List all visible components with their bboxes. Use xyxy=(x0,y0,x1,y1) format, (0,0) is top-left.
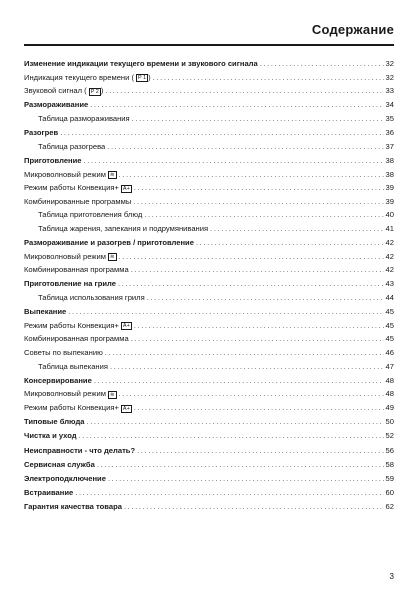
microwave-mode-icon: ≋ xyxy=(109,172,115,179)
toc-entry[interactable] xyxy=(24,305,394,319)
toc-entry-label xyxy=(24,57,258,71)
toc-entry[interactable] xyxy=(24,429,394,443)
toc-entry-text: Гарантия качества товара xyxy=(24,502,122,512)
page-number: 3 xyxy=(389,572,394,581)
toc-entry-page: 42 xyxy=(385,265,394,275)
toc-leader-dots xyxy=(131,263,384,277)
toc-entry[interactable] xyxy=(24,277,394,291)
toc-entry-label xyxy=(24,71,151,85)
toc-entry-page: 38 xyxy=(385,155,394,165)
toc-entry[interactable] xyxy=(24,360,394,374)
toc-entry-text: Размораживание xyxy=(24,100,89,110)
toc-leader-dots xyxy=(108,472,384,486)
toc-entry-label xyxy=(38,208,142,222)
toc-entry-label xyxy=(24,429,77,443)
toc-entry-label xyxy=(24,250,117,264)
toc-entry-text: Встраивание xyxy=(24,488,74,498)
toc-leader-dots xyxy=(119,168,384,182)
toc-leader-dots xyxy=(86,415,383,429)
toc-entry-page: 45 xyxy=(385,307,394,317)
toc-leader-dots xyxy=(134,319,384,333)
toc-entry[interactable] xyxy=(24,458,394,472)
toc-entry-page: 39 xyxy=(385,183,394,193)
toc-entry-page: 59 xyxy=(385,473,394,483)
toc-entry[interactable] xyxy=(24,472,394,486)
toc-entry[interactable] xyxy=(24,208,394,222)
toc-entry-text: Комбинированные программы xyxy=(24,196,132,206)
toc-entry-label xyxy=(24,126,58,140)
toc-entry[interactable] xyxy=(24,387,394,401)
toc-entry[interactable] xyxy=(24,126,394,140)
toc-entry-page: 42 xyxy=(385,238,394,248)
toc-entry-page: 39 xyxy=(385,196,394,206)
toc-entry-label xyxy=(24,154,82,168)
toc-entry-text: Микроволновый режим xyxy=(24,169,106,179)
microwave-mode-icon: ≋ xyxy=(109,391,115,398)
toc-entry-text: Электроподключение xyxy=(24,473,106,483)
toc-entry[interactable] xyxy=(24,71,394,85)
toc-entry[interactable] xyxy=(24,181,394,195)
toc-entry-text: Приготовление на гриле xyxy=(24,279,116,289)
toc-entry-text: Комбинированная программа xyxy=(24,334,129,344)
toc-entry-text: Комбинированная программа xyxy=(24,265,129,275)
toc-entry[interactable] xyxy=(24,263,394,277)
toc-entry-text: Разогрев xyxy=(24,128,59,138)
toc-entry-text: Таблица приготовления блюд xyxy=(38,210,143,220)
toc-leader-dots xyxy=(110,360,384,374)
toc-entry-label xyxy=(24,98,88,112)
toc-leader-dots xyxy=(105,84,383,98)
toc-entry-page: 33 xyxy=(385,86,394,96)
toc-entry-page: 46 xyxy=(385,348,394,358)
toc-entry-page: 34 xyxy=(385,100,394,110)
toc-entry[interactable] xyxy=(24,250,394,264)
toc-entry-page: 48 xyxy=(385,389,394,399)
toc-entry-page: 56 xyxy=(385,445,394,455)
toc-entry-text: Микроволновый режим xyxy=(24,389,106,399)
microwave-mode-icon: ≋ xyxy=(109,254,115,261)
toc-entry-text: Выпекание xyxy=(24,307,67,317)
toc-entry-text: Приготовление xyxy=(24,155,82,165)
toc-entry-label xyxy=(24,500,122,514)
toc-leader-dots xyxy=(137,444,383,458)
toc-entry[interactable] xyxy=(24,222,394,236)
toc-entry-label xyxy=(24,168,117,182)
convection-plus-icon: A+ xyxy=(122,405,130,412)
toc-entry-label xyxy=(24,458,95,472)
toc-entry-label xyxy=(24,236,194,250)
toc-entry[interactable] xyxy=(24,57,394,71)
toc-entry-label xyxy=(24,84,103,98)
toc-entry-label xyxy=(38,140,105,154)
toc-entry-text: Размораживание и разогрев / приготовление xyxy=(24,238,194,248)
toc-leader-dots xyxy=(153,71,384,85)
toc-entry-text: Режим работы Конвекция+ xyxy=(24,403,119,412)
toc-entry-label xyxy=(38,291,145,305)
toc-entry[interactable] xyxy=(24,291,394,305)
toc-entry[interactable] xyxy=(24,486,394,500)
toc-entry-label xyxy=(24,415,84,429)
page-header xyxy=(24,20,394,46)
toc-entry-page: 37 xyxy=(385,141,394,151)
toc-entry-label xyxy=(24,444,135,458)
toc-entry-page: 40 xyxy=(385,210,394,220)
toc-leader-dots xyxy=(94,374,384,388)
toc-entry-page: 49 xyxy=(385,403,394,412)
program-symbol-icon: P 2 xyxy=(90,88,99,95)
toc-entry-page: 36 xyxy=(385,128,394,138)
toc-leader-dots xyxy=(196,236,384,250)
toc-entry-page: 44 xyxy=(385,293,394,303)
convection-plus-icon: A+ xyxy=(122,323,130,330)
toc-entry-text: Режим работы Конвекция+ xyxy=(24,320,119,330)
toc-entry-page: 42 xyxy=(385,251,394,261)
page-title: Содержание xyxy=(311,22,394,37)
toc-leader-dots xyxy=(68,305,383,319)
toc-leader-dots xyxy=(107,140,383,154)
toc-entry[interactable] xyxy=(24,84,394,98)
toc-entry-page: 45 xyxy=(385,334,394,344)
toc-entry[interactable] xyxy=(24,236,394,250)
toc-entry-text: Советы по выпеканию xyxy=(24,348,103,358)
toc-leader-dots xyxy=(75,486,383,500)
toc-entry-text: Неисправности - что делать? xyxy=(24,445,136,455)
toc-entry-page: 32 xyxy=(385,72,394,82)
toc-leader-dots xyxy=(105,346,384,360)
toc-leader-dots xyxy=(119,250,384,264)
toc-entry[interactable] xyxy=(24,98,394,112)
toc-leader-dots xyxy=(90,98,383,112)
toc-leader-dots xyxy=(131,332,384,346)
toc-entry-text: Изменение индикации текущего времени и звукового сигнала xyxy=(24,59,258,68)
toc-leader-dots xyxy=(119,387,384,401)
toc-leader-dots xyxy=(133,195,383,209)
toc-entry-label xyxy=(38,222,208,236)
toc-leader-dots xyxy=(132,112,384,126)
toc-entry-label xyxy=(24,319,132,333)
toc-entry-text: Микроволновый режим xyxy=(24,251,106,261)
toc-entry-label xyxy=(24,181,132,195)
toc-entry-page: 60 xyxy=(385,488,394,498)
toc-leader-dots xyxy=(60,126,383,140)
toc-entry-text: Типовые блюда xyxy=(24,417,85,427)
toc-entry-page: 48 xyxy=(385,375,394,385)
toc-entry-page: 45 xyxy=(385,320,394,330)
toc-leader-dots xyxy=(124,500,384,514)
toc-entry[interactable] xyxy=(24,346,394,360)
toc-entry[interactable] xyxy=(24,374,394,388)
toc-leader-dots xyxy=(84,154,384,168)
toc-entry-text: Таблица выпекания xyxy=(38,361,108,371)
toc-entry-text: Режим работы Конвекция+ xyxy=(24,183,119,193)
toc-entry-page: 41 xyxy=(385,223,394,233)
toc-entry[interactable] xyxy=(24,332,394,346)
toc-entry-text: Сервисная служба xyxy=(24,459,95,469)
toc-leader-dots xyxy=(97,458,384,472)
toc-entry-label xyxy=(24,277,116,291)
toc-entry-page: 38 xyxy=(385,169,394,179)
toc-entry-label xyxy=(24,263,129,277)
toc-entry-label xyxy=(24,374,92,388)
toc-entry-text-suffix: ) xyxy=(100,86,104,96)
toc-entry-label xyxy=(24,305,66,319)
toc-entry-text-suffix: ) xyxy=(148,72,151,82)
toc-entry[interactable] xyxy=(24,195,394,209)
toc-entry-label xyxy=(24,332,129,346)
toc-entry-page: 62 xyxy=(385,502,394,512)
toc-entry[interactable] xyxy=(24,500,394,514)
toc-entry[interactable] xyxy=(24,154,394,168)
toc-entry-text: Индикация текущего времени ( xyxy=(24,72,134,82)
toc-leader-dots xyxy=(134,401,384,415)
toc-entry[interactable] xyxy=(24,444,394,458)
toc-entry-page: 52 xyxy=(385,431,394,441)
toc-leader-dots xyxy=(210,222,383,236)
program-symbol-icon: P 1 xyxy=(138,75,147,82)
toc-leader-dots xyxy=(260,57,384,71)
toc-entry-page: 35 xyxy=(385,113,394,123)
toc-entry-text: Консервирование xyxy=(24,375,92,385)
toc-entry-text: Таблица разогрева xyxy=(38,141,106,151)
toc-entry-label xyxy=(38,360,108,374)
toc-entry[interactable] xyxy=(24,140,394,154)
toc-leader-dots xyxy=(144,208,383,222)
toc-entry-label xyxy=(24,346,103,360)
toc-entry-label xyxy=(24,486,73,500)
convection-plus-icon: A+ xyxy=(122,185,130,192)
toc-leader-dots xyxy=(147,291,384,305)
toc-entry-text: Таблица жарения, запекания и подрумянивания xyxy=(38,223,209,233)
toc-entry-page: 43 xyxy=(385,279,394,289)
table-of-contents xyxy=(24,57,394,514)
toc-leader-dots xyxy=(118,277,384,291)
toc-entry-page: 58 xyxy=(385,459,394,469)
toc-leader-dots xyxy=(79,429,384,443)
toc-entry-page: 47 xyxy=(385,361,394,371)
toc-entry-label xyxy=(24,195,131,209)
toc-entry[interactable] xyxy=(24,401,394,415)
toc-entry-text: Таблица размораживания xyxy=(38,113,130,123)
toc-entry-text: Чистка и уход xyxy=(24,431,77,441)
toc-entry-label xyxy=(38,112,130,126)
toc-leader-dots xyxy=(134,181,384,195)
toc-entry-text: Звуковой сигнал ( xyxy=(24,86,87,96)
toc-entry[interactable] xyxy=(24,112,394,126)
toc-entry[interactable] xyxy=(24,168,394,182)
toc-entry-page: 50 xyxy=(385,417,394,427)
toc-entry[interactable] xyxy=(24,319,394,333)
toc-entry[interactable] xyxy=(24,415,394,429)
toc-entry-page: 32 xyxy=(385,59,394,68)
toc-entry-label xyxy=(24,401,132,415)
toc-entry-label xyxy=(24,387,117,401)
toc-entry-text: Таблица использования гриля xyxy=(38,293,145,303)
toc-entry-label xyxy=(24,472,106,486)
